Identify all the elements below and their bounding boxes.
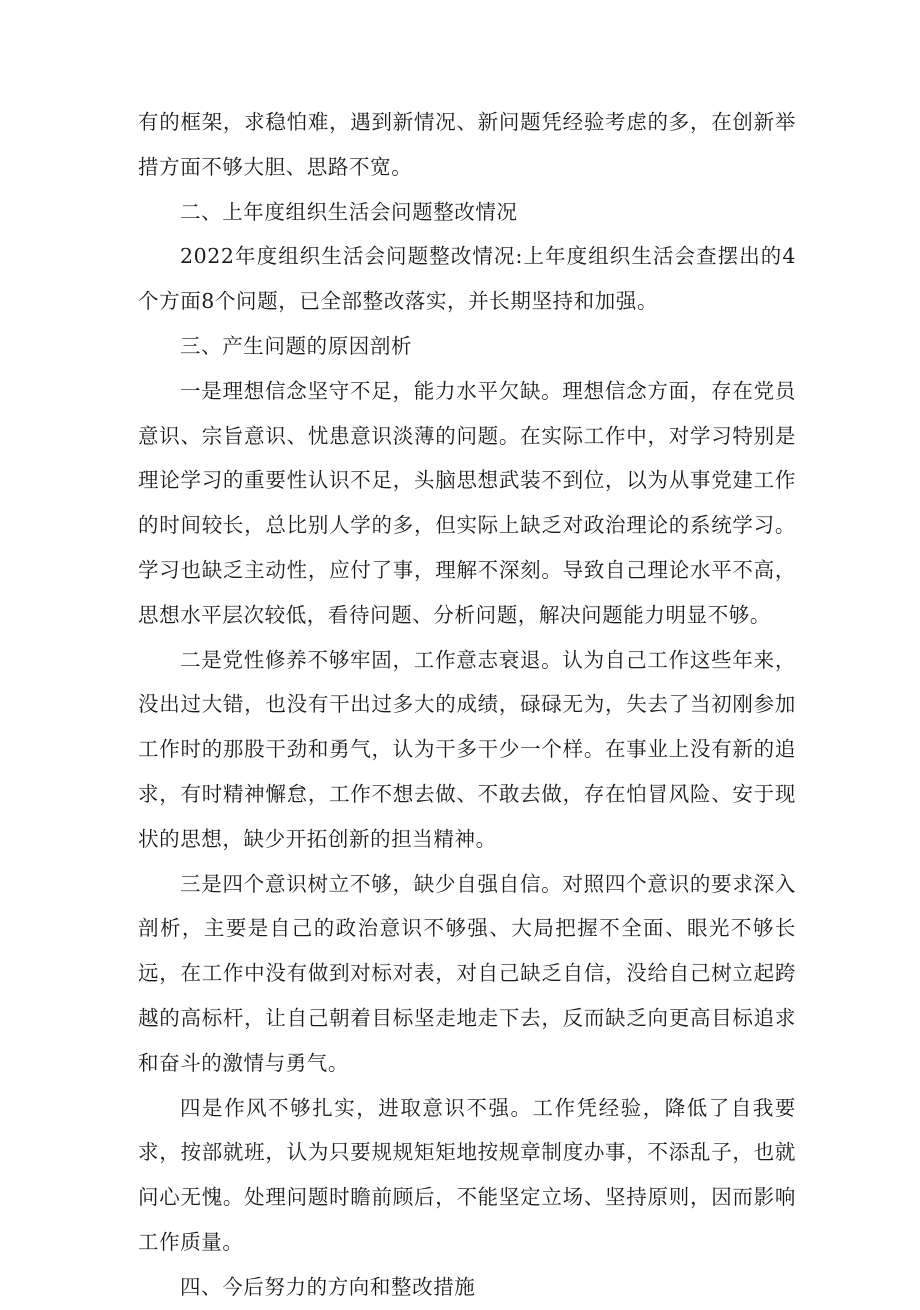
paragraph-cause-2: 二是党性修养不够牢固，工作意志衰退。认为自己工作这些年来，没出过大错，也没有干出过多大的成绩，碌碌无为，失去了当初刚参加工作时的那股干劲和勇气，认为干多干少一个样。在事业上没有新的追求，有时精神懈怠，工作不想去做、不敢去做，存在怕冒风险、安于现状的思想，缺少开拓创新的担当精神。 xyxy=(138,647,796,851)
paragraph-rectification-status: 2022年度组织生活会问题整改情况:上年度组织生活会查摆出的4个方面8个问题，已全部整改落实，并长期坚持和加强。 xyxy=(138,244,796,314)
paragraph-cause-1: 一是理想信念坚守不足，能力水平欠缺。理想信念方面，存在党员意识、宗旨意识、忧患意识淡薄的问题。在实际工作中，对学习特别是理论学习的重要性认识不足，头脑思想武装不到位，以为从事党建工作的时间较长，总比别人学的多，但实际上缺乏对政治理论的系统学习。学习也缺乏主动性，应付了事，理解不深刻。导致自己理论水平不高，思想水平层次较低，看待问题、分析问题，解决问题能力明显不够。 xyxy=(138,378,796,627)
section-heading-3: 三、产生问题的原因剖析 xyxy=(180,333,413,358)
paragraph-cause-4: 四是作风不够扎实，进取意识不强。工作凭经验，降低了自我要求，按部就班，认为只要规规矩矩地按规章制度办事，不添乱子，也就问心无愧。处理问题时瞻前顾后，不能坚定立场、坚持原则，因而影响工作质量。 xyxy=(138,1095,796,1254)
document-page xyxy=(138,100,796,1310)
section-heading-2: 二、上年度组织生活会问题整改情况 xyxy=(180,199,518,224)
section-heading-4: 四、今后努力的方向和整改措施 xyxy=(180,1274,476,1299)
paragraph-continuation: 有的框架，求稳怕难，遇到新情况、新问题凭经验考虑的多，在创新举措方面不够大胆、思路不宽。 xyxy=(138,110,796,179)
paragraph-cause-3: 三是四个意识树立不够，缺少自强自信。对照四个意识的要求深入剖析，主要是自己的政治意识不够强、大局把握不全面、眼光不够长远，在工作中没有做到对标对表，对自己缺乏自信，没给自己树立起跨越的高标杆，让自己朝着目标坚走地走下去，反而缺乏向更高目标追求和奋斗的激情与勇气。 xyxy=(138,871,796,1075)
